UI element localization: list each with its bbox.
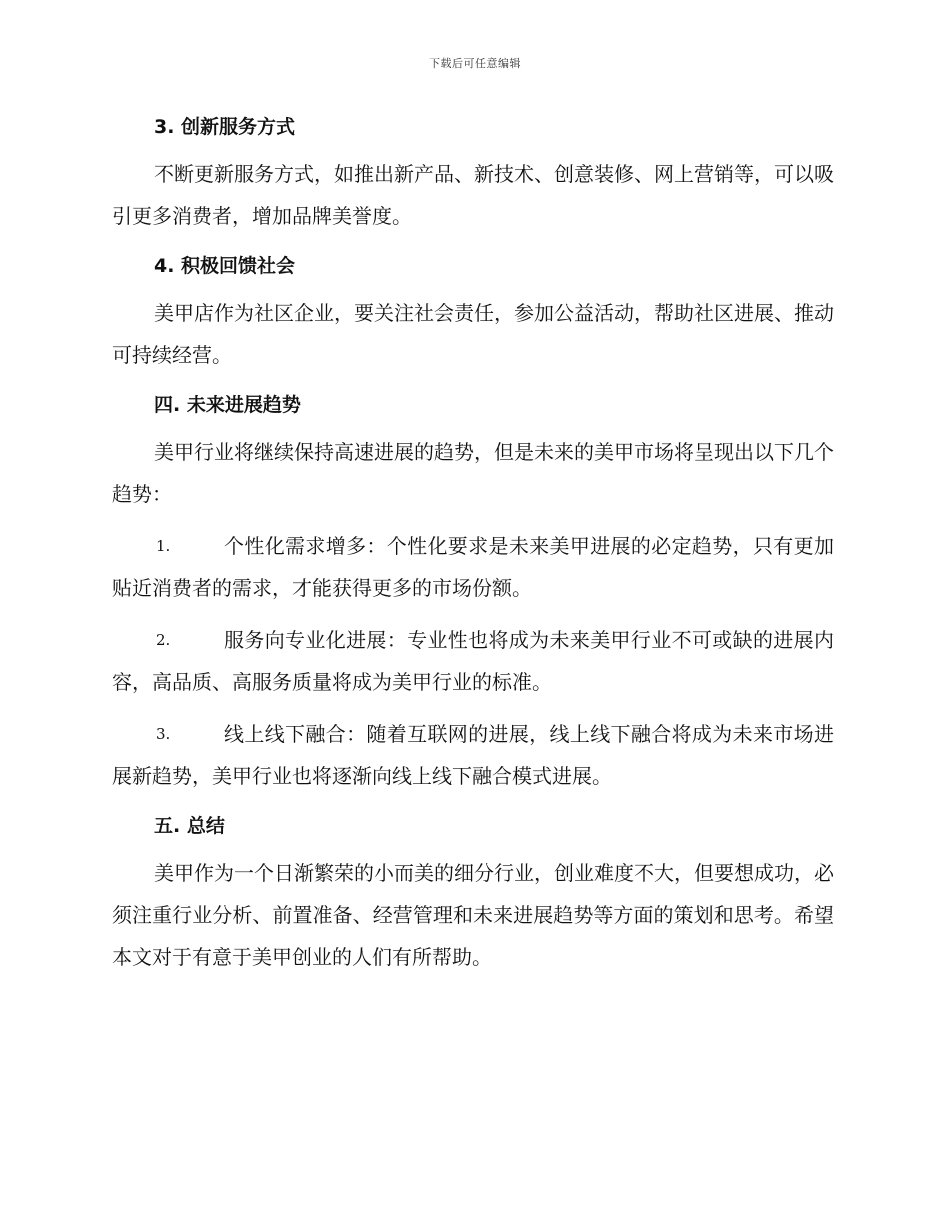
section-paragraph-innovate-service: 不断更新服务方式，如推出新产品、新技术、创意装修、网上营销等，可以吸引更多消费者，增加品牌美誉度。 — [112, 162, 834, 228]
list-item-text: 个性化需求增多：个性化要求是未来美甲进展的必定趋势，只有更加贴近消费者的需求，才能获得更多的市场份额。 — [112, 534, 834, 600]
section-heading-summary: 五. 总结 — [154, 815, 225, 837]
section-heading-innovate-service: 3. 创新服务方式 — [154, 116, 296, 138]
section-paragraph-give-back: 美甲店作为社区企业，要关注社会责任，参加公益活动，帮助社区进展、推动可持续经营。 — [112, 301, 834, 367]
list-item — [112, 713, 834, 797]
section-paragraph-summary: 美甲作为一个日渐繁荣的小而美的细分行业，创业难度不大，但要想成功，必须注重行业分析、前置准备、经营管理和未来进展趋势等方面的策划和思考。希望本文对于有意于美甲创业的人们有所帮助。 — [112, 861, 834, 969]
page-header: 下载后可任意编辑 — [429, 57, 521, 70]
list-item-number: 2. — [156, 631, 171, 649]
list-item-number: 3. — [156, 725, 171, 743]
list-item — [112, 525, 834, 609]
list-item-text: 线上线下融合：随着互联网的进展，线上线下融合将成为未来市场进展新趋势，美甲行业也将逐渐向线上线下融合模式进展。 — [112, 722, 834, 788]
section-heading-future-trends: 四. 未来进展趋势 — [154, 394, 301, 416]
list-item-number: 1. — [156, 537, 171, 555]
list-item-text: 服务向专业化进展：专业性也将成为未来美甲行业不可或缺的进展内容，高品质、高服务质量将成为美甲行业的标准。 — [112, 628, 834, 694]
list-item — [112, 619, 834, 703]
section-paragraph-future-trends: 美甲行业将继续保持高速进展的趋势，但是未来的美甲市场将呈现出以下几个趋势： — [112, 440, 834, 506]
section-heading-give-back: 4. 积极回馈社会 — [154, 255, 296, 277]
document-body — [112, 108, 834, 988]
